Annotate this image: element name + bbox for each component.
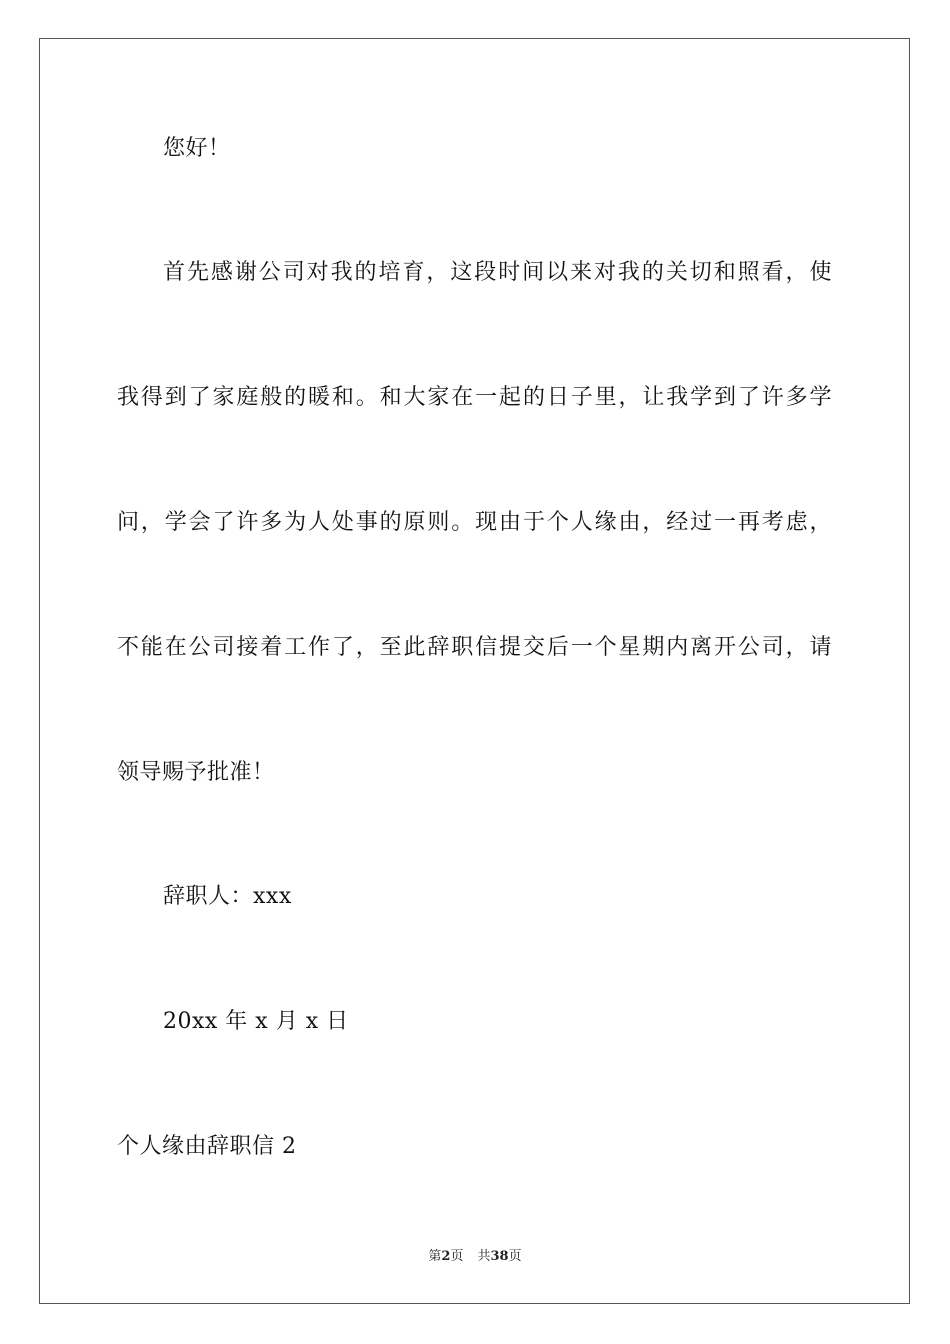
- page-number: 2: [441, 1249, 451, 1264]
- page-prefix: 第: [428, 1249, 442, 1264]
- paragraph-line-5: 领导赐予批准！: [117, 760, 275, 785]
- paragraph-line-3: 问，学会了许多为人处事的原则。现由于个人缘由，经过一再考虑，: [117, 510, 832, 535]
- next-letter-heading: 个人缘由辞职信 2: [117, 1134, 297, 1159]
- total-prefix: 共: [477, 1249, 491, 1264]
- page-border: [39, 38, 910, 1304]
- paragraph-line-4: 不能在公司接着工作了，至此辞职信提交后一个星期内离开公司，请: [117, 635, 832, 660]
- paragraph-line-1: 首先感谢公司对我的培育，这段时间以来对我的关切和照看，使: [163, 260, 832, 285]
- total-pages: 38: [490, 1249, 509, 1264]
- date-text: 20xx 年 x 月 x 日: [163, 1009, 349, 1034]
- signature-text: 辞职人：xxx: [163, 884, 292, 909]
- page-footer: [0, 1248, 950, 1266]
- total-suffix: 页: [508, 1249, 522, 1264]
- paragraph-line-2: 我得到了家庭般的暖和。和大家在一起的日子里，让我学到了许多学: [117, 385, 832, 410]
- greeting-text: 您好！: [163, 136, 231, 161]
- page-suffix: 页: [450, 1249, 464, 1264]
